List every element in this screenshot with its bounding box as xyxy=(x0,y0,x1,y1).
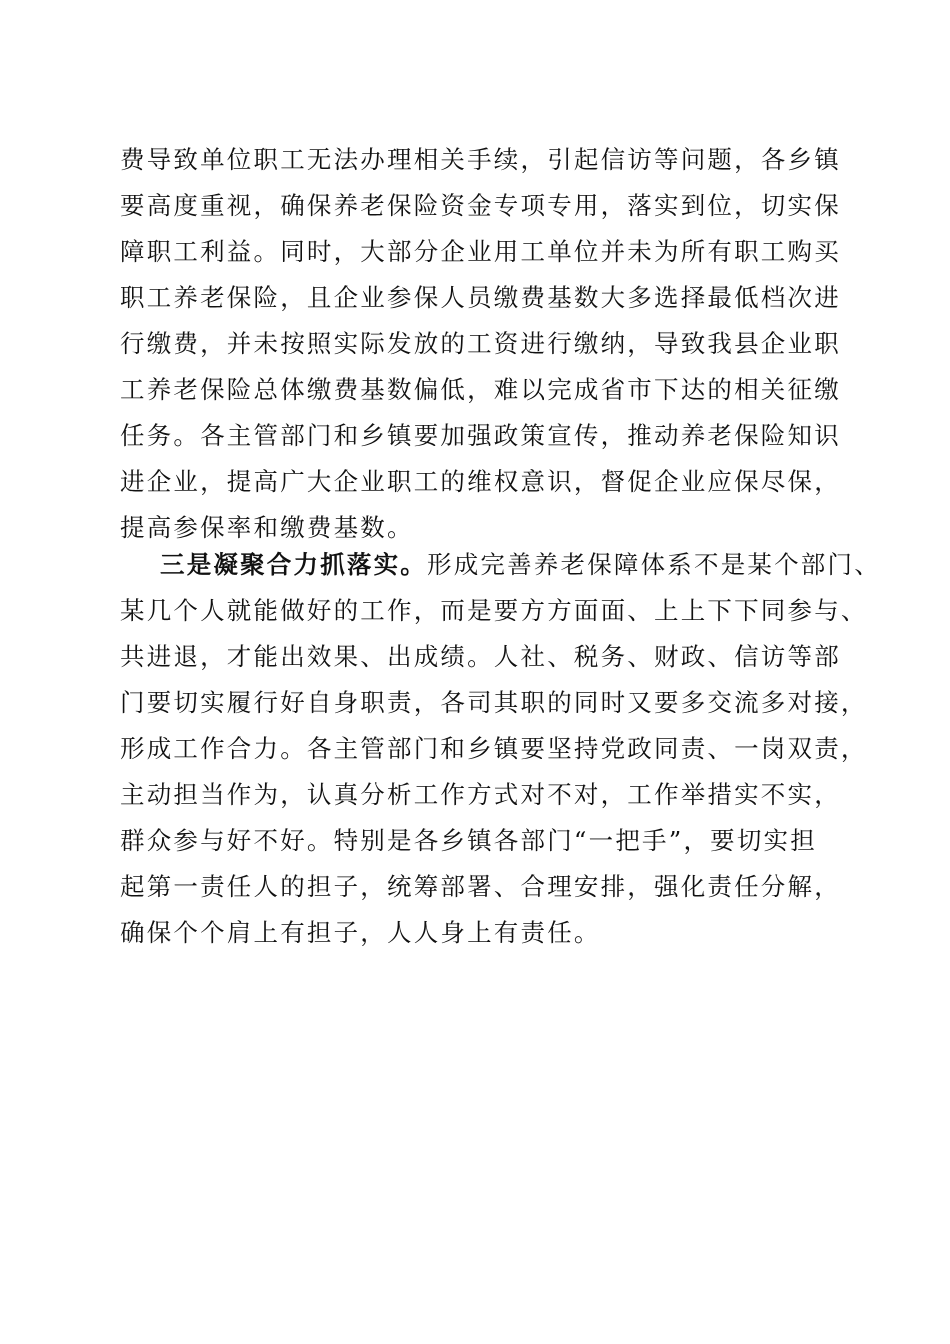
text-line xyxy=(160,550,881,580)
text-line: 任务。各主管部门和乡镇要加强政策宣传，推动养老保险知识 xyxy=(120,421,841,450)
text-line: 门要切实履行好自身职责，各司其职的同时又要多交流多对接， xyxy=(120,688,868,717)
text-line: 主动担当作为，认真分析工作方式对不对，工作举措实不实， xyxy=(120,780,841,809)
text-line: 形成工作合力。各主管部门和乡镇要坚持党政同责、一岗双责， xyxy=(120,734,868,763)
text-line: 障职工利益。同时，大部分企业用工单位并未为所有职工购买 xyxy=(120,237,841,266)
text-line: 行缴费，并未按照实际发放的工资进行缴纳，导致我县企业职 xyxy=(120,329,841,358)
text-line: 群众参与好不好。特别是各乡镇各部门“一把手”，要切实担 xyxy=(120,826,817,855)
text-line: 确保个个肩上有担子，人人身上有责任。 xyxy=(120,918,601,947)
text-line: 进企业，提高广大企业职工的维权意识，督促企业应保尽保， xyxy=(120,467,841,496)
text-line: 费导致单位职工无法办理相关手续，引起信访等问题，各乡镇 xyxy=(120,145,841,174)
section-heading: 三是凝聚合力抓落实。 xyxy=(160,550,427,579)
text-line: 提高参保率和缴费基数。 xyxy=(120,513,414,542)
text-line: 起第一责任人的担子，统筹部署、合理安排，强化责任分解， xyxy=(120,872,841,901)
text-line: 要高度重视，确保养老保险资金专项专用，落实到位，切实保 xyxy=(120,191,841,220)
text-line: 某几个人就能做好的工作，而是要方方面面、上上下下同参与、 xyxy=(120,596,868,625)
text-line: 共进退，才能出效果、出成绩。人社、税务、财政、信访等部 xyxy=(120,642,841,671)
heading-line-rest: 形成完善养老保障体系不是某个部门、 xyxy=(427,550,881,579)
text-line: 工养老保险总体缴费基数偏低，难以完成省市下达的相关征缴 xyxy=(120,375,841,404)
text-line: 职工养老保险，且企业参保人员缴费基数大多选择最低档次进 xyxy=(120,283,841,312)
